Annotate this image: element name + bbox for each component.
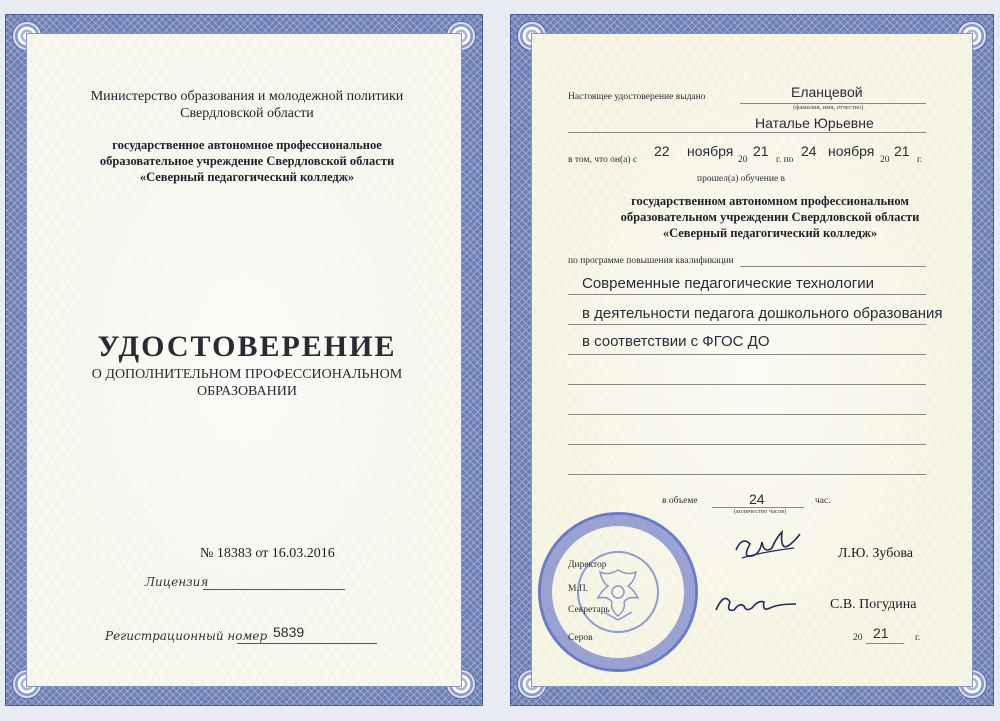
program-label: по программе повышения квалификации — [568, 256, 734, 266]
date-suffix: г. — [915, 633, 921, 643]
hours-unit: час. — [815, 496, 831, 506]
holder-surname: Еланцевой — [791, 84, 863, 100]
college-name: государственное автономное профессиональное образовательное учреждение Свердловской области «Северный педагогический колледж» — [99, 138, 395, 184]
year-suffix: г. — [917, 155, 923, 165]
registration-line — [237, 643, 377, 644]
date-year: 21 — [873, 625, 889, 641]
name-line — [568, 132, 926, 133]
to-month: ноября — [828, 143, 875, 159]
secretary-label: Секретарь — [568, 605, 610, 615]
director-name: Л.Ю. Зубова — [838, 546, 913, 561]
program-rule — [568, 444, 926, 445]
ministry-name: Министерство образования и молодежной политики Свердловской области — [90, 89, 404, 121]
secretary-signature — [712, 588, 800, 618]
secretary-name: С.В. Погудина — [830, 597, 917, 612]
program-rule — [568, 294, 926, 295]
document-subtitle: О ДОПОЛНИТЕЛЬНОМ ПРОФЕССИОНАЛЬНОМ ОБРАЗОВАНИИ — [91, 367, 403, 399]
from-year: 21 — [753, 143, 769, 159]
holder-name: Наталье Юрьевне — [755, 115, 874, 131]
certificate-cover-page — [5, 14, 483, 706]
issued-to-label: Настоящее удостоверение выдано — [568, 92, 706, 102]
document-title: УДОСТОВЕРЕНИЕ — [97, 330, 397, 363]
program-line-3: в соответствии с ФГОС ДО — [582, 333, 770, 350]
surname-caption: (фамилия, имя, отчество) — [793, 104, 864, 111]
certificate-number: № 18383 от 16.03.2016 — [200, 546, 335, 561]
period-label: в том, что он(а) с — [568, 155, 638, 165]
to-label: г. по — [776, 155, 794, 165]
program-rule — [568, 354, 926, 355]
program-label-line — [740, 266, 926, 267]
program-line-1: Современные педагогические технологии — [582, 275, 875, 292]
program-line-2: в деятельности педагога дошкольного образования — [582, 305, 943, 322]
program-rule — [568, 384, 926, 385]
date-year-line — [866, 643, 904, 644]
date-prefix: 20 — [853, 633, 863, 643]
hours-label: в объеме — [662, 496, 698, 506]
from-month: ноября — [687, 143, 734, 159]
director-signature — [732, 530, 806, 566]
program-rule — [568, 474, 926, 475]
hours-caption: (количество часов) — [734, 508, 787, 515]
license-label: Лицензия — [145, 575, 209, 589]
official-seal — [538, 512, 698, 672]
to-year-prefix: 20 — [880, 155, 890, 165]
from-year-prefix: 20 — [738, 155, 748, 165]
program-rule — [568, 414, 926, 415]
license-line — [203, 589, 345, 590]
cover-inner-panel — [26, 33, 462, 687]
from-day: 22 — [654, 143, 670, 159]
program-rule — [568, 324, 926, 325]
to-year: 21 — [894, 143, 910, 159]
seal-emblem-icon — [538, 512, 698, 672]
seal-place-label: М.П. — [568, 584, 589, 594]
training-label: прошел(а) обучение в — [697, 174, 785, 184]
registration-label: Регистрационный номер — [105, 629, 268, 643]
hours-value: 24 — [749, 491, 765, 507]
director-label: Директор — [568, 560, 607, 570]
city-label: Серов — [568, 633, 593, 643]
registration-number: 5839 — [273, 624, 305, 640]
to-day: 24 — [801, 143, 817, 159]
training-college: государственном автономном профессиональном образовательном учреждении Свердловской области «Северный педагогический колледж» — [620, 194, 920, 240]
